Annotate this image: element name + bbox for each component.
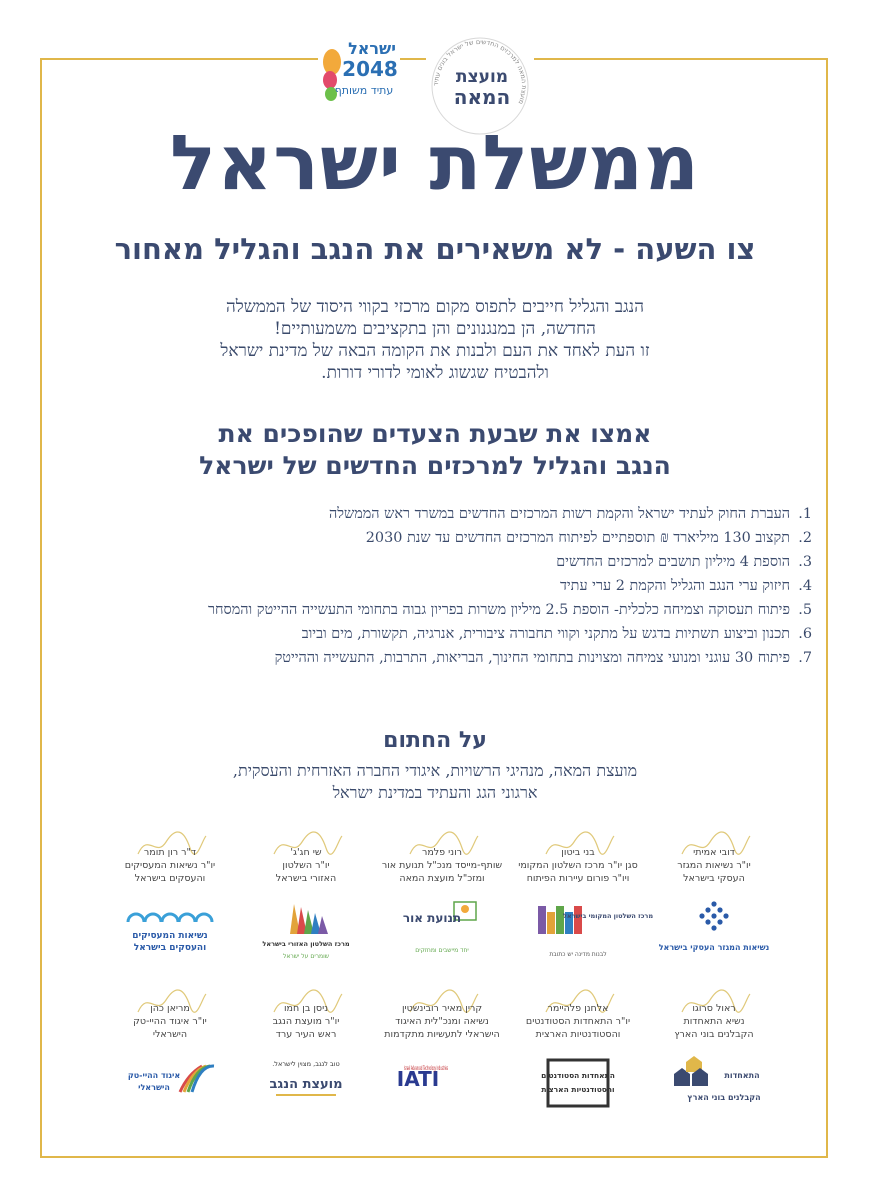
signer-role1: יו"ר השלטון	[282, 860, 330, 871]
org-name: התאחדות	[724, 1071, 760, 1080]
signer-role1: סגן יו"ר מרכז השלטון המקומי	[518, 860, 638, 871]
org-name-2: והעסקים בישראל	[133, 943, 207, 953]
signer-name: דובי אמיתי	[693, 847, 735, 858]
logo-shape	[318, 916, 328, 934]
call-heading	[100, 418, 770, 482]
step-number: 2.	[798, 530, 812, 546]
signature-heading: על החתום	[383, 728, 487, 753]
intro-line: ולהבטיח שגשוג לאומי לדורי דורות.	[321, 363, 549, 383]
signers-grid	[102, 826, 782, 1142]
signer-role2: ראש העיר ערד	[275, 1029, 337, 1040]
signer-name: רוני פלמר	[421, 847, 463, 858]
logo-arc	[179, 914, 195, 922]
logo-building	[538, 906, 546, 934]
signer-role2: הישראלי לתעשיות מתקדמות	[384, 1029, 500, 1040]
signer-role1: שותף-מייסד מנכ"ל תנועת אור	[381, 860, 503, 871]
signer-name: ניסן בן חמו	[283, 1003, 329, 1014]
logo-dot	[705, 919, 710, 924]
org-name: מרכז השלטון המקומי בישראל	[562, 912, 654, 920]
signature-text	[120, 760, 750, 804]
org-logo	[120, 898, 220, 968]
step-number: 4.	[798, 578, 812, 594]
intro-paragraph	[80, 296, 790, 384]
step-text: העברת החוק לעתיד ישראל והקמת רשות המרכזים החדשים במשרד ראש הממשלה	[329, 506, 790, 522]
org-name-2: הקבלנים בוני הארץ	[687, 1093, 761, 1102]
israel2048-line1: ישראל	[348, 39, 396, 58]
israel2048-line2: 2048	[342, 57, 398, 81]
org-name: התאחדות הסטודנטים	[541, 1071, 615, 1080]
logo-building	[547, 912, 555, 934]
org-logo	[528, 1056, 628, 1126]
signer-role2: הישראלי	[152, 1029, 188, 1040]
signer-role2: ומזכ"ל מועצת המאה	[399, 873, 485, 884]
org-logo	[392, 1056, 492, 1126]
israel-2048-logo	[318, 32, 400, 114]
step-item	[60, 598, 812, 622]
signer-name: קרין מאיר רובינשטין	[401, 1003, 483, 1014]
logo-building	[556, 906, 564, 934]
logo-dot	[711, 901, 716, 906]
org-name: מרכז השלטון האזורי בישראל	[262, 940, 350, 948]
signer-name: ד"ר רון תומר	[143, 847, 197, 858]
intro-line: החדשה, הן במנגנונים והן בתקציבים משמעותיים!	[274, 319, 596, 339]
step-text: הוספת 4 מיליון תושבים למרכזים החדשים	[556, 554, 790, 570]
step-item	[60, 526, 812, 550]
subtitle: צו השעה - לא משאירים את הנגב והגליל מאחור	[114, 232, 756, 266]
org-tagline: יחד מיישבים ומחזקים	[415, 947, 469, 954]
step-text: חיזוק ערי הנגב והגליל והקמת 2 ערי עתיד	[559, 578, 790, 594]
org-name: Israel Advanced Technology Industries	[404, 1064, 449, 1072]
signer-role2: הקבלנים בוני הארץ	[674, 1029, 754, 1040]
org-name-2: הישראלי	[138, 1083, 170, 1092]
step-item	[60, 550, 812, 574]
step-text: תכנון וביצוע תשתיות בדגש על מתקני וקווי תחבורה ציבורית, אנרגיה, תקשורת, מים וביוב	[301, 626, 790, 642]
signer-name: ראול סרוגו	[692, 1003, 736, 1014]
org-logo	[120, 1056, 220, 1126]
israel2048-line3: עתיד משותף	[334, 84, 394, 97]
logo-arc	[145, 914, 161, 922]
signer-role1: יו"ר נשיאות המגזר	[677, 860, 751, 871]
signer-name: מריאן כהן	[150, 1003, 190, 1014]
signer-role1: יו"ר איגוד ההיי-טק	[133, 1016, 207, 1027]
logo-dot	[699, 913, 704, 918]
sun-icon	[461, 905, 469, 913]
signer-card	[646, 826, 782, 984]
signer-name: בני ביטון	[561, 847, 595, 858]
steps-list	[60, 502, 812, 670]
iati-wordmark: IATI	[396, 1067, 440, 1091]
signer-role2: והסטודנטיות הארצית	[535, 1029, 621, 1040]
org-name-2: והסטודנטיות הארצית	[541, 1085, 615, 1094]
signer-role1: יו"ר התאחדות הסטודנטים	[525, 1016, 631, 1027]
intro-line: הנגב והגליל חייבים לתפוס מקום מרכזי בקווי היסוד של הממשלה	[226, 297, 644, 317]
signer-role2: ויו"ר פורום עיירות הפיתוח	[526, 873, 630, 884]
step-number: 1.	[798, 506, 812, 522]
step-text: תקצוב 130 מיליארד ₪ תוספתיים לפיתוח המרכזים החדשים עד שנת 2030	[365, 530, 790, 546]
meah-line1: מועצת	[455, 67, 509, 87]
logo-underline	[276, 1094, 336, 1096]
signer-card	[102, 826, 238, 984]
logo-arc	[196, 914, 212, 922]
step-number: 7.	[798, 650, 812, 666]
logo-dot	[705, 907, 710, 912]
org-tagline: טוב לנגב, מצוין לישראל.	[272, 1060, 340, 1068]
logo-dot	[711, 925, 716, 930]
signer-name: שי חג'ג'	[290, 847, 322, 858]
signer-card	[238, 826, 374, 984]
signer-role2: העסקי בישראל	[683, 873, 745, 884]
org-logo	[528, 898, 654, 968]
signer-card	[374, 984, 510, 1142]
main-title: ממשלת ישראל	[169, 118, 701, 207]
step-number: 6.	[798, 626, 812, 642]
logo-building	[574, 906, 582, 934]
org-logo	[392, 898, 492, 968]
step-item	[60, 502, 812, 526]
org-tagline: שומרים על ישראל	[282, 953, 330, 960]
meah-ring-text: מועצת המאה למרכזים החדשים של ישראל בונים עתיד	[431, 37, 529, 106]
org-tagline: לבנות מדינה יש כתובת	[549, 951, 607, 958]
signature-line: מועצת המאה, מנהיגי הרשויות, איגודי החברה האזרחית והעסקית,	[232, 761, 638, 780]
logo-dot	[711, 913, 716, 918]
signer-card	[510, 826, 654, 984]
intro-line: זו העת לאחד את העם ולבנות את הקומה הבאה של מדינת ישראל	[220, 341, 650, 361]
logo-box	[548, 1060, 608, 1106]
signer-role1: יו"ר נשיאות המעסיקים	[124, 860, 216, 871]
signature-line: ארגוני הגג והעתיד במדינת ישראל	[332, 783, 538, 802]
logo-arc	[162, 914, 178, 922]
org-logo	[658, 898, 770, 968]
signer-role2: האזורי בישראל	[275, 873, 337, 884]
step-number: 3.	[798, 554, 812, 570]
logo-dot	[723, 913, 728, 918]
signer-name: אלחנן פלהיימר	[547, 1003, 609, 1014]
signer-card	[238, 984, 374, 1142]
step-number: 5.	[798, 602, 812, 618]
org-logo	[256, 1056, 356, 1126]
logo-dot	[717, 919, 722, 924]
signer-role2: והעסקים בישראל	[134, 873, 206, 884]
org-name: נשיאות המגזר העסקי בישראל	[658, 943, 770, 952]
signer-role1: יו"ר מועצת הנגב	[272, 1016, 340, 1027]
meah-line2: המאה	[453, 85, 511, 109]
signer-card	[374, 826, 510, 984]
step-item	[60, 622, 812, 646]
signer-card	[510, 984, 646, 1142]
step-item	[60, 646, 812, 670]
signer-role1: נשיאה ומנכ"לית האיגוד	[395, 1016, 489, 1027]
org-logo	[256, 898, 356, 968]
step-text: פיתוח 30 עוגני ומנועי צמיחה ומצוינות בתחומי החינוך, הבריאות, התרבות, התעשייה וההייטק	[274, 650, 790, 666]
org-name: מועצת הנגב	[269, 1077, 343, 1092]
org-logo	[664, 1056, 764, 1126]
signer-role1: נשיא התאחדות	[683, 1016, 745, 1027]
step-text: פיתוח תעסוקה וצמיחה כלכלית- הוספת 2.5 מיליון משרות בפריון גבוה בתחומי התעשייה ההייטק והמסחר	[207, 602, 790, 618]
step-item	[60, 574, 812, 598]
call-line: אמצו את שבעת הצעדים שהופכים את	[218, 419, 652, 448]
signer-card	[646, 984, 782, 1142]
org-name: נשיאות המעסיקים	[132, 931, 208, 941]
org-name: איגוד ההיי-טק	[127, 1071, 181, 1080]
signer-card	[102, 984, 238, 1142]
logo-dot	[717, 907, 722, 912]
org-name: תנועת אור	[402, 911, 462, 925]
logo-arc	[128, 914, 144, 922]
call-line: הנגב והגליל למרכזים החדשים של ישראל	[199, 451, 671, 480]
